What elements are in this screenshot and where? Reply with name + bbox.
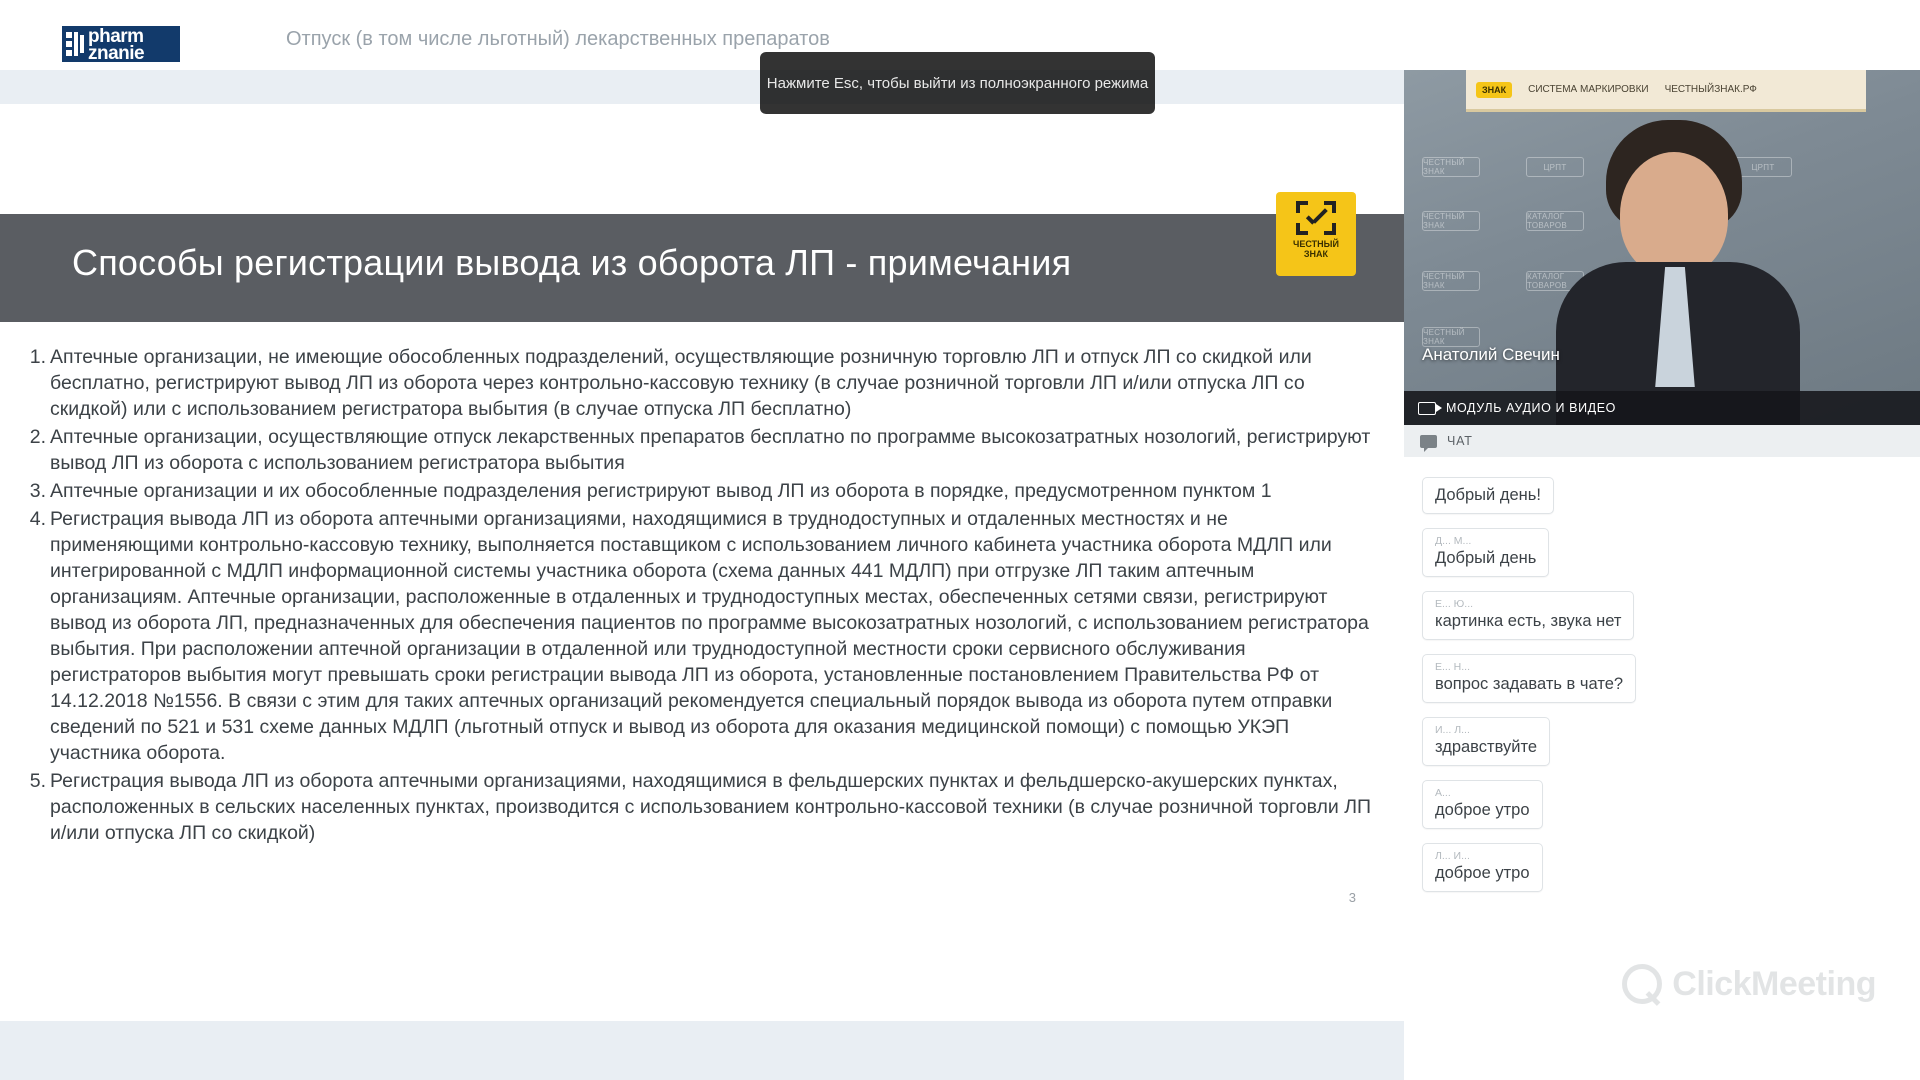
list-item xyxy=(10,768,1404,846)
esc-toast-text: Нажмите Esc, чтобы выйти из полноэкранного режима xyxy=(766,74,1149,92)
audio-video-module-bar[interactable] xyxy=(1404,391,1920,425)
backdrop-brand-strip xyxy=(1466,70,1866,112)
qr-code-icon xyxy=(66,32,86,56)
list-item xyxy=(1422,780,1920,843)
backdrop-tile: ЧЕСТНЫЙ ЗНАК xyxy=(1422,157,1480,177)
list-item xyxy=(10,506,1404,766)
camera-icon xyxy=(1418,402,1436,415)
chat-message-author: И... Л... xyxy=(1435,724,1470,736)
chestny-znak-mark-icon xyxy=(1296,201,1336,235)
backdrop-brand-sub: СИСТЕМА МАРКИРОВКИ xyxy=(1528,84,1649,95)
logo-line-2: znanie xyxy=(88,43,145,64)
speaker-video-figure xyxy=(1554,112,1804,425)
chat-message-author: Е... Н... xyxy=(1435,661,1471,673)
list-item-number: 5. xyxy=(29,770,46,792)
list-item xyxy=(1422,528,1920,591)
chat-message-text: картинка есть, звука нет xyxy=(1435,612,1622,630)
chat-message-author: А... xyxy=(1435,787,1451,799)
video-module[interactable] xyxy=(1404,70,1920,425)
pharmznanie-logo[interactable] xyxy=(62,26,180,62)
slide xyxy=(0,104,1404,1021)
slide-body xyxy=(0,344,1404,848)
chat-message xyxy=(1422,528,1549,577)
list-item xyxy=(1422,654,1920,717)
list-item-text: Аптечные организации, не имеющие обособленных подразделений, осуществляющие розничную торговлю ЛП и отпуск ЛП со скидкой или бесплатно, регистрируют вывод ЛП из оборота через контрольно-кассовую технику (в случае розничной торговли ЛП и/или отпуска ЛП со скидкой) или с использованием регистратора выбытия (в случае отпуска ЛП бесплатно) xyxy=(50,346,1312,420)
chat-header[interactable] xyxy=(1404,425,1920,457)
chat-bubble-icon xyxy=(1420,435,1437,448)
list-item-number: 1. xyxy=(29,346,46,368)
list-item xyxy=(1422,591,1920,654)
backdrop-tile: КАТАЛОГ ТОВАРОВ xyxy=(1526,211,1584,231)
chat-message xyxy=(1422,843,1543,892)
backdrop-tile: КАТАЛОГ ТОВАРОВ xyxy=(1526,271,1584,291)
list-item xyxy=(1422,843,1920,906)
clickmeeting-logo-icon xyxy=(1622,964,1662,1004)
chat-message xyxy=(1422,591,1634,640)
list-item-number: 2. xyxy=(29,426,46,448)
backdrop-brand-badge: ЗНАК xyxy=(1476,82,1512,98)
chat-message-author: Е... Ю... xyxy=(1435,598,1474,610)
right-panel xyxy=(1404,70,1920,1080)
chat-message-text: Добрый день xyxy=(1435,549,1537,567)
chat-message-text: доброе утро xyxy=(1435,801,1530,819)
list-item xyxy=(1422,477,1920,528)
chat-message xyxy=(1422,477,1554,514)
chat-message-text: здравствуйте xyxy=(1435,738,1537,756)
backdrop-tile: ЦРПТ xyxy=(1734,157,1792,177)
fullscreen-esc-toast xyxy=(760,52,1155,114)
chat-message-text: Добрый день! xyxy=(1435,486,1541,504)
slide-header xyxy=(0,214,1404,322)
slide-title: Способы регистрации вывода из оборота ЛП - примечания xyxy=(72,242,1072,283)
slide-viewport[interactable] xyxy=(0,70,1404,1080)
backdrop-tile: ЧЕСТНЫЙ ЗНАК xyxy=(1422,327,1480,347)
chat-message xyxy=(1422,717,1550,766)
chat-message-author: Д... М... xyxy=(1435,535,1472,547)
backdrop-tile: ЦРПТ xyxy=(1526,157,1584,177)
list-item xyxy=(10,344,1404,422)
speaker-name: Анатолий Свечин xyxy=(1422,345,1560,364)
list-item-text: Аптечные организации, осуществляющие отпуск лекарственных препаратов бесплатно по программе высокозатратных нозологий, регистрируют вывод ЛП из оборота с использованием регистратора выбытия xyxy=(50,426,1371,474)
clickmeeting-watermark-text: ClickMeeting xyxy=(1672,964,1876,1003)
list-item xyxy=(10,424,1404,476)
slide-points-list xyxy=(0,344,1404,846)
chestny-znak-badge xyxy=(1276,192,1356,276)
chat-message-text: вопрос задавать в чате? xyxy=(1435,675,1624,693)
page-title: Отпуск (в том числе льготный) лекарственных препаратов xyxy=(286,28,830,50)
list-item-text: Регистрация вывода ЛП из оборота аптечными организациями, находящимися в труднодоступных и отдаленных местностях и не применяющими контрольно-кассовую технику, выполняется поставщиком с использованием личного кабинета участника оборота МДЛП или интегрированной с МДЛП информационной системы участника оборота (схема данных 441 МДЛП) при отгрузке ЛП таким аптечным организациям. Аптечные организации, расположенные в отдаленных и труднодоступных местах, обеспеченных сетями связи, регистрируют вывод из оборота ЛП, предназначенных для обеспечения пациентов по программе высокозатратных нозологий, с использованием регистратора выбытия. При расположении аптечной организации в отдаленной или труднодоступной местности сроки сервисного обслуживания регистраторов выбытия могут превышать сроки регистрации вывода ЛП из оборота, установленные постановлением Правительства РФ от 14.12.2018 №1556. В связи с этим для таких аптечных организаций рекомендуется специальный порядок вывода из оборота путем отправки сведений по 521 и 531 схеме данных МДЛП (льготный отпуск и вывод из оборота для оказания медицинской помощи) с помощью УКЭП участника оборота. xyxy=(50,508,1369,764)
backdrop-tile: ЧЕСТНЫЙ ЗНАК xyxy=(1422,211,1480,231)
badge-line-2: ЗНАК xyxy=(1303,249,1329,260)
list-item xyxy=(1422,717,1920,780)
slide-page-number: 3 xyxy=(1348,890,1356,905)
backdrop-tile: ЧЕСТНЫЙ ЗНАК xyxy=(1422,271,1480,291)
clickmeeting-watermark xyxy=(1622,964,1876,1004)
list-item-number: 3. xyxy=(29,480,46,502)
speaker-face xyxy=(1620,152,1728,277)
list-item-text: Регистрация вывода ЛП из оборота аптечными организациями, находящимися в фельдшерских пунктах и фельдшерско-акушерских пунктах, расположенных в сельских населенных пунктах, производится с использованием контрольно-кассовой техники (в случае розничной торговли ЛП и/или отпуска ЛП со скидкой) xyxy=(50,770,1372,844)
chat-message-author: Л... И... xyxy=(1435,850,1470,862)
list-item-number: 4. xyxy=(29,508,46,530)
logo-line-1: pharm xyxy=(88,26,144,47)
backdrop-brand-url: ЧЕСТНЫЙЗНАК.РФ xyxy=(1664,84,1757,95)
chat-message xyxy=(1422,654,1636,703)
badge-line-1: ЧЕСТНЫЙ xyxy=(1293,239,1339,249)
chat-message-text: доброе утро xyxy=(1435,864,1530,882)
chat-header-label: ЧАТ xyxy=(1447,434,1473,448)
list-item xyxy=(10,478,1404,504)
audio-video-module-label: МОДУЛЬ АУДИО И ВИДЕО xyxy=(1446,401,1616,415)
chat-message xyxy=(1422,780,1543,829)
list-item-text: Аптечные организации и их обособленные подразделения регистрируют вывод ЛП из оборота в порядке, предусмотренном пунктом 1 xyxy=(50,480,1272,502)
